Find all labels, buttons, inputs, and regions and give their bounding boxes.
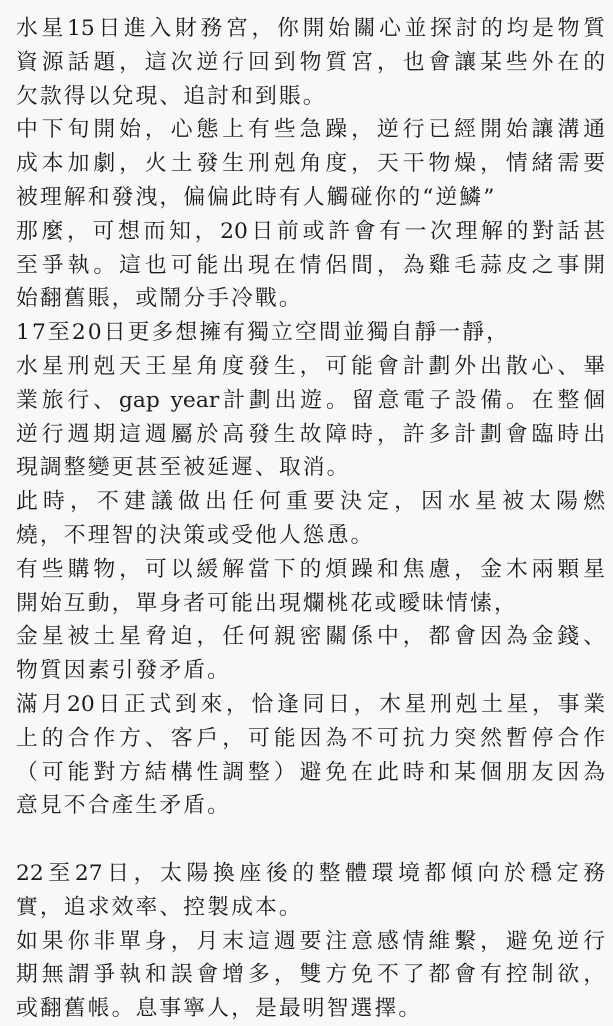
text-line: 燒，不理智的決策或受他人慫恿。 [16, 522, 375, 548]
text-line: 17至20日更多想擁有獨立空間並獨自靜一靜， [16, 320, 511, 346]
text-line: 開始互動，單身者可能出現爛桃花或曖昧情愫， [16, 590, 518, 616]
text-line: 至爭執。這也可能出現在情侶間，為雞毛蒜皮之事開 [16, 252, 605, 278]
text-line: 實，追求效率、控製成本。 [16, 894, 303, 920]
text-line: 意見不合產生矛盾。 [16, 793, 232, 819]
text-line: 中下旬開始，心態上有些急躁，逆行已經開始讓溝通 [16, 117, 605, 143]
text-line: 此時，不建議做出任何重要決定，因水星被太陽燃 [16, 489, 605, 515]
text-line: 滿月20日正式到來，恰逢同日，木星刑剋土星，事業 [16, 691, 605, 717]
text-line: 始翻舊賬，或鬧分手冷戰。 [16, 286, 303, 312]
text-line: 被理解和發洩，偏偏此時有人觸碰你的“逆鱗” [16, 184, 497, 210]
paragraph-gap [16, 823, 605, 857]
text-line: 物質因素引發矛盾。 [16, 658, 232, 684]
text-line: （可能對方結構性調整）避免在此時和某個朋友因為 [16, 759, 605, 785]
text-line: 業旅行、gap year計劃出遊。留意電子設備。在整個 [16, 387, 605, 413]
text-line: 如果你非單身，月末這週要注意感情維繫，避免逆行 [16, 928, 605, 954]
text-line: 期無謂爭執和誤會增多，雙方免不了都會有控制欲， [16, 962, 605, 988]
text-line: 金星被土星脅迫，任何親密關係中，都會因為金錢、 [16, 624, 605, 650]
text-line: 有些購物，可以緩解當下的煩躁和焦慮，金木兩顆星 [16, 556, 605, 582]
text-line: 資源話題，這次逆行回到物質宮，也會讓某些外在的 [16, 49, 605, 75]
text-line: 上的合作方、客戶，可能因為不可抗力突然暫停合作 [16, 725, 605, 751]
text-line: 成本加劇，火土發生刑剋角度，天干物燥，情緒需要 [16, 151, 605, 177]
text-line: 欠款得以兌現、追討和到賬。 [16, 83, 327, 109]
text-line: 逆行週期這週屬於高發生故障時，許多計劃會臨時出 [16, 421, 605, 447]
text-line: 22至27日，太陽換座後的整體環境都傾向於穩定務 [16, 860, 605, 886]
text-line: 那麼，可想而知，20日前或許會有一次理解的對話甚 [16, 218, 605, 244]
text-line: 現調整變更甚至被延遲、取消。 [16, 455, 351, 481]
text-line: 水星刑剋天王星角度發生，可能會計劃外出散心、畢 [16, 353, 605, 379]
text-line: 水星15日進入財務宮，你開始關心並探討的均是物質 [16, 16, 605, 41]
text-line: 或翻舊帳。息事寧人，是最明智選擇。 [16, 996, 423, 1022]
